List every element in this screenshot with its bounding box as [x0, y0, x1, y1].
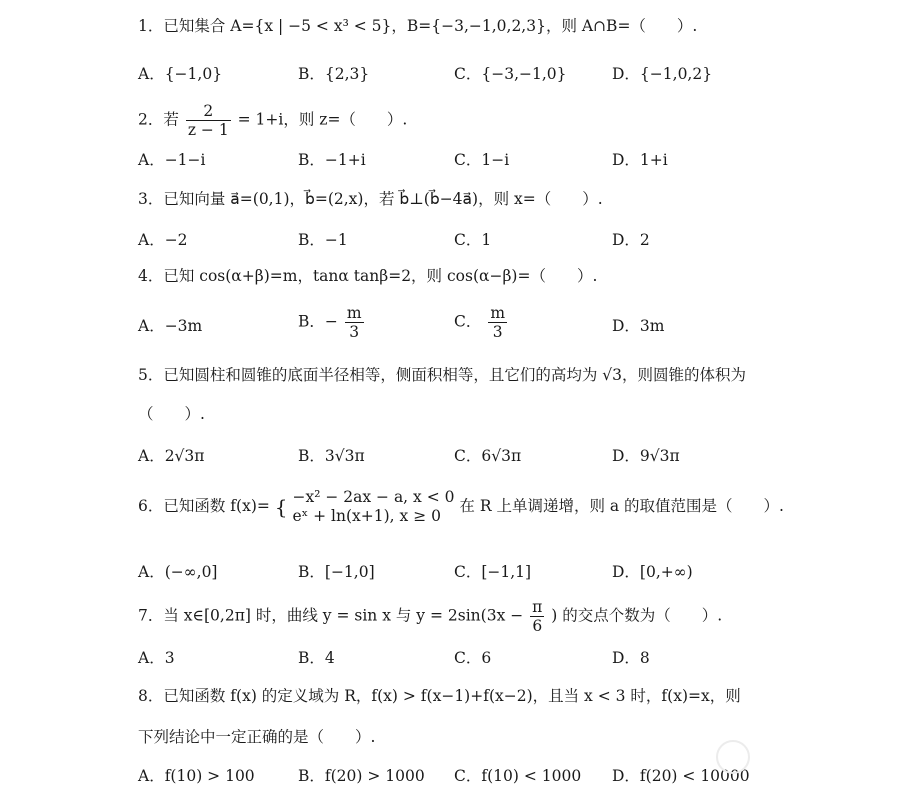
watermark-logo-icon	[716, 740, 750, 774]
q6-option-c[interactable]: C．[−1,1]	[454, 563, 532, 581]
q8-option-c[interactable]: C．f(10) < 1000	[454, 767, 582, 785]
q3-option-a[interactable]: A．−2	[138, 231, 188, 249]
question-5-stem-cont: （ ）.	[138, 405, 205, 423]
q2-stem-pre: 2．若	[138, 110, 179, 129]
q7-fraction	[530, 598, 544, 635]
q4-option-c-label: C．	[454, 312, 482, 331]
q2-stem-post: = 1+i，则 z=（ ）.	[237, 110, 408, 129]
q2-fraction	[186, 102, 231, 139]
q4-option-c-fraction	[488, 304, 507, 341]
q5-option-d[interactable]: D．9√3π	[612, 447, 680, 465]
q1-option-a[interactable]: A．{−1,0}	[138, 65, 223, 83]
q7-option-b[interactable]: B．4	[298, 649, 335, 667]
q3-option-c[interactable]: C．1	[454, 231, 492, 249]
question-2-stem	[138, 102, 407, 139]
q4-option-a[interactable]: A．−3m	[138, 317, 203, 335]
q6-option-a[interactable]: A．(−∞,0]	[138, 563, 218, 581]
q7-option-c[interactable]: C．6	[454, 649, 492, 667]
question-8-stem-cont: 下列结论中一定正确的是（ ）.	[138, 728, 376, 746]
q7-stem-post: ) 的交点个数为（ ）.	[551, 606, 723, 625]
question-5-stem: 5．已知圆柱和圆锥的底面半径相等，侧面积相等，且它们的高均为 √3，则圆锥的体积为	[138, 366, 747, 384]
q2-denominator: z − 1	[187, 121, 229, 139]
q6-stem-pre: 6．已知函数 f(x)=	[138, 497, 270, 515]
q2-option-b[interactable]: B．−1+i	[298, 151, 366, 169]
q6-brace: {	[274, 495, 288, 519]
q6-option-d[interactable]: D．[0,+∞)	[612, 563, 693, 581]
q1-option-c[interactable]: C．{−3,−1,0}	[454, 65, 567, 83]
q4-option-c[interactable]	[454, 304, 509, 341]
q4-c-denominator: 3	[492, 323, 503, 341]
q5-option-a[interactable]: A．2√3π	[138, 447, 205, 465]
q6-stem-post: 在 R 上单调递增，则 a 的取值范围是（ ）.	[459, 497, 784, 515]
question-1-stem: 1．已知集合 A={x | −5 < x³ < 5}，B={−3,−1,0,2,3}，则 A∩B=（ ）.	[138, 17, 698, 35]
q7-option-d[interactable]: D．8	[612, 649, 650, 667]
q4-b-denominator: 3	[349, 323, 360, 341]
q1-option-b[interactable]: B．{2,3}	[298, 65, 370, 83]
q6-cases	[292, 488, 454, 526]
q4-option-b[interactable]	[298, 304, 366, 341]
question-3-stem: 3．已知向量 a⃗=(0,1)，b⃗=(2,x)，若 b⃗⊥(b⃗−4a⃗)，则 x=（ ）.	[138, 190, 603, 208]
q8-option-b[interactable]: B．f(20) > 1000	[298, 767, 425, 785]
q3-option-d[interactable]: D．2	[612, 231, 650, 249]
q7-stem-pre: 7．当 x∈[0,2π] 时，曲线 y = sin x 与 y = 2sin(3x −	[138, 606, 524, 625]
q4-c-numerator: m	[490, 304, 506, 322]
q6-case-2: eˣ + ln(x+1), x ≥ 0	[292, 507, 441, 525]
question-6-stem	[138, 488, 784, 526]
q4-option-b-fraction	[345, 304, 364, 341]
q8-option-d[interactable]: D．f(20) < 10000	[612, 767, 750, 785]
q7-denominator: 6	[532, 617, 543, 635]
q5-option-c[interactable]: C．6√3π	[454, 447, 522, 465]
q6-case-1: −x² − 2ax − a, x < 0	[292, 488, 455, 506]
q8-option-a[interactable]: A．f(10) > 100	[138, 767, 255, 785]
q2-option-a[interactable]: A．−1−i	[138, 151, 206, 169]
q2-option-c[interactable]: C．1−i	[454, 151, 510, 169]
q6-option-b[interactable]: B．[−1,0]	[298, 563, 375, 581]
question-4-stem: 4．已知 cos(α+β)=m，tanα tanβ=2，则 cos(α−β)=（ ）.	[138, 267, 598, 285]
q1-option-d[interactable]: D．{−1,0,2}	[612, 65, 713, 83]
q5-option-b[interactable]: B．3√3π	[298, 447, 365, 465]
q3-option-b[interactable]: B．−1	[298, 231, 348, 249]
question-8-stem: 8．已知函数 f(x) 的定义域为 R，f(x) > f(x−1)+f(x−2)，且当 x < 3 时，f(x)=x，则	[138, 687, 741, 705]
q7-numerator: π	[532, 598, 543, 616]
q4-b-numerator: m	[346, 304, 362, 322]
q2-option-d[interactable]: D．1+i	[612, 151, 668, 169]
q2-numerator: 2	[186, 102, 231, 121]
q7-option-a[interactable]: A．3	[138, 649, 175, 667]
question-7-stem	[138, 598, 722, 635]
q4-option-b-label: B．−	[298, 312, 338, 331]
q4-option-d[interactable]: D．3m	[612, 317, 665, 335]
